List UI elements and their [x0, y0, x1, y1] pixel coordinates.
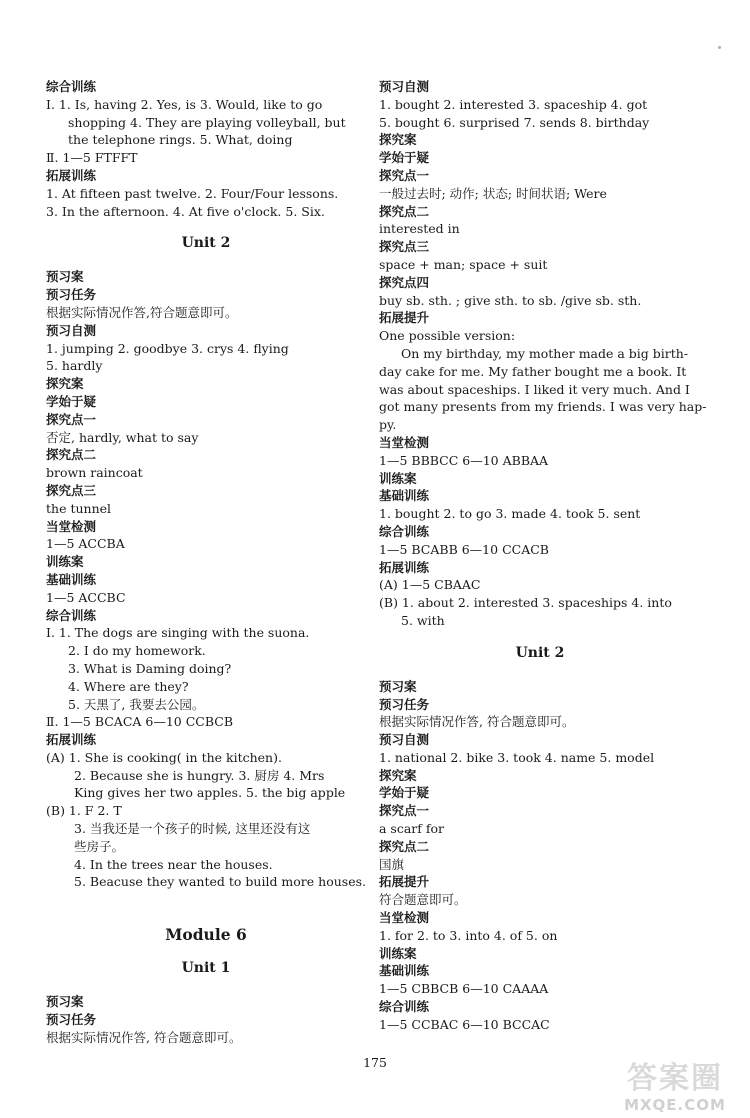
- subsection-label: 探究点三: [46, 482, 97, 498]
- subsection-label: 学始于疑: [46, 393, 97, 409]
- subsection-label: 基础训练: [46, 571, 97, 587]
- answer-line: 2. I do my homework.: [68, 643, 206, 659]
- answer-line: 1—5 ACCBA: [46, 536, 125, 552]
- subsection-label: 探究点二: [46, 447, 97, 463]
- answer-line: Ⅰ. 1. The dogs are singing with the suona.: [46, 625, 310, 641]
- answer-line: space + man; space + suit: [379, 256, 548, 272]
- answer-line: (A) 1. She is cooking( in the kitchen).: [46, 749, 282, 765]
- subsection-label: 探究点一: [379, 803, 430, 819]
- answer-line: 5. bought 6. surprised 7. sends 8. birthday: [379, 114, 650, 130]
- scan-speck: [718, 46, 721, 49]
- answer-line: a scarf for: [379, 821, 444, 837]
- subsection-label: 基础训练: [379, 488, 430, 504]
- subsection-label: 预习自测: [46, 322, 97, 338]
- answer-line: 3. In the afternoon. 4. At five o'clock. 5. Six.: [46, 203, 325, 219]
- subsection-label: 探究点二: [379, 203, 430, 219]
- left-answer-column: [46, 78, 366, 1047]
- subsection-label: 探究案: [46, 376, 84, 392]
- answer-line: 符合题意即可。: [379, 892, 467, 908]
- answer-line: 一般过去时; 动作; 状态; 时间状语; Were: [379, 185, 607, 201]
- answer-line: (A) 1—5 CBAAC: [379, 577, 481, 593]
- subsection-label: 拓展提升: [379, 310, 430, 326]
- subsection-label: 探究案: [379, 132, 417, 148]
- answer-line: 些房子。: [74, 838, 125, 854]
- answer-line: 否定, hardly, what to say: [46, 429, 199, 445]
- subsection-label: 训练案: [46, 554, 84, 570]
- subsection-label: 探究点一: [46, 411, 97, 427]
- answer-line: 1. jumping 2. goodbye 3. crys 4. flying: [46, 340, 289, 356]
- subsection-label: 预习任务: [379, 696, 430, 712]
- subsection-label: 预习案: [379, 678, 417, 694]
- section-heading: Module 6: [165, 925, 247, 945]
- answer-line: 1—5 CBBCB 6—10 CAAAA: [379, 981, 549, 997]
- subsection-label: 探究点一: [379, 167, 430, 183]
- answer-line: (B) 1. about 2. interested 3. spaceships 4. into: [379, 595, 672, 611]
- subsection-label: 训练案: [379, 470, 417, 486]
- subsection-label: 综合训练: [46, 607, 97, 623]
- answer-line: 1—5 CCBAC 6—10 BCCAC: [379, 1016, 550, 1032]
- subsection-label: 预习任务: [46, 287, 97, 303]
- subsection-label: 训练案: [379, 945, 417, 961]
- answer-line: got many presents from my friends. I was very hap-: [379, 399, 707, 415]
- subsection-label: 探究点四: [379, 274, 430, 290]
- answer-line: the tunnel: [46, 500, 112, 516]
- answer-line: Ⅱ. 1—5 FTFFT: [46, 150, 138, 166]
- answer-line: 5. hardly: [46, 358, 103, 374]
- subsection-label: 预习任务: [46, 1012, 97, 1028]
- subsection-label: 探究案: [379, 767, 417, 783]
- subsection-label: 预习自测: [379, 732, 430, 748]
- answer-line: 3. 当我还是一个孩子的时候, 这里还没有这: [74, 821, 311, 837]
- answer-line: 5. with: [401, 612, 445, 628]
- answer-line: 国旗: [379, 856, 405, 872]
- subsection-label: 拓展提升: [379, 874, 430, 890]
- answer-line: 1. national 2. bike 3. took 4. name 5. model: [379, 749, 655, 765]
- answer-line: 根据实际情况作答,符合题意即可。: [46, 304, 238, 320]
- answer-line: the telephone rings. 5. What, doing: [68, 132, 293, 148]
- answer-line: py.: [379, 417, 397, 433]
- watermark-logo-text: 答案圈: [627, 1061, 723, 1096]
- answer-line: 1—5 ACCBC: [46, 589, 126, 605]
- answer-line: 1. At fifteen past twelve. 2. Four/Four lessons.: [46, 185, 339, 201]
- subsection-label: 预习案: [46, 994, 84, 1010]
- answer-line: Ⅱ. 1—5 BCACA 6—10 CCBCB: [46, 714, 234, 730]
- answer-line: 1—5 BBBCC 6—10 ABBAA: [379, 452, 549, 468]
- subsection-label: 当堂检测: [379, 434, 430, 450]
- watermark-url: MXQE.COM: [624, 1096, 726, 1114]
- answer-line: 5. Beacuse they wanted to build more houses.: [74, 874, 366, 890]
- watermark-logo: [606, 1062, 744, 1116]
- subsection-label: 综合训练: [46, 79, 97, 94]
- answer-line: day cake for me. My father bought me a book. It: [379, 363, 687, 379]
- answer-line: 5. 天黑了, 我要去公园。: [68, 696, 205, 712]
- right-answer-column: [379, 78, 707, 1034]
- answer-line: 4. In the trees near the houses.: [74, 856, 273, 872]
- answer-line: King gives her two apples. 5. the big apple: [74, 785, 346, 801]
- answer-line: Ⅰ. 1. Is, having 2. Yes, is 3. Would, like to go: [46, 96, 323, 112]
- subsection-label: 拓展训练: [46, 167, 97, 183]
- answer-line: 1. for 2. to 3. into 4. of 5. on: [379, 927, 558, 943]
- subsection-label: 预习案: [46, 269, 84, 285]
- section-heading: Unit 1: [181, 960, 231, 977]
- answer-line: 根据实际情况作答, 符合题意即可。: [379, 714, 575, 730]
- subsection-label: 当堂检测: [379, 910, 430, 926]
- section-heading: Unit 2: [515, 644, 565, 661]
- answer-line: 2. Because she is hungry. 3. 厨房 4. Mrs: [74, 767, 325, 783]
- answer-line: 1. bought 2. to go 3. made 4. took 5. sent: [379, 506, 641, 522]
- answer-line: On my birthday, my mother made a big birth-: [401, 345, 689, 361]
- subsection-label: 基础训练: [379, 963, 430, 979]
- page-number: 175: [363, 1055, 387, 1070]
- answer-line: was about spaceships. I liked it very much. And I: [379, 381, 690, 397]
- answer-line: interested in: [379, 221, 460, 237]
- answer-line: 3. What is Daming doing?: [68, 660, 232, 676]
- subsection-label: 当堂检测: [46, 518, 97, 534]
- answer-line: 根据实际情况作答, 符合题意即可。: [46, 1029, 242, 1045]
- subsection-label: 拓展训练: [379, 559, 430, 575]
- subsection-label: 综合训练: [379, 523, 430, 539]
- subsection-label: 学始于疑: [379, 785, 430, 801]
- answer-line: (B) 1. F 2. T: [46, 803, 122, 819]
- answer-line: 1—5 BCABB 6—10 CCACB: [379, 541, 549, 557]
- subsection-label: 探究点三: [379, 239, 430, 255]
- subsection-label: 学始于疑: [379, 150, 430, 166]
- section-heading: Unit 2: [181, 235, 231, 252]
- answer-line: 4. Where are they?: [68, 678, 189, 694]
- subsection-label: 探究点二: [379, 838, 430, 854]
- answer-line: shopping 4. They are playing volleyball, but: [68, 114, 346, 130]
- answer-line: buy sb. sth. ; give sth. to sb. /give sb. sth.: [379, 292, 642, 308]
- subsection-label: 拓展训练: [46, 732, 97, 748]
- subsection-label: 综合训练: [379, 999, 430, 1015]
- answer-line: 1. bought 2. interested 3. spaceship 4. got: [379, 96, 648, 112]
- subsection-label: 预习自测: [379, 79, 430, 94]
- answer-line: One possible version:: [379, 328, 516, 344]
- answer-line: brown raincoat: [46, 465, 143, 481]
